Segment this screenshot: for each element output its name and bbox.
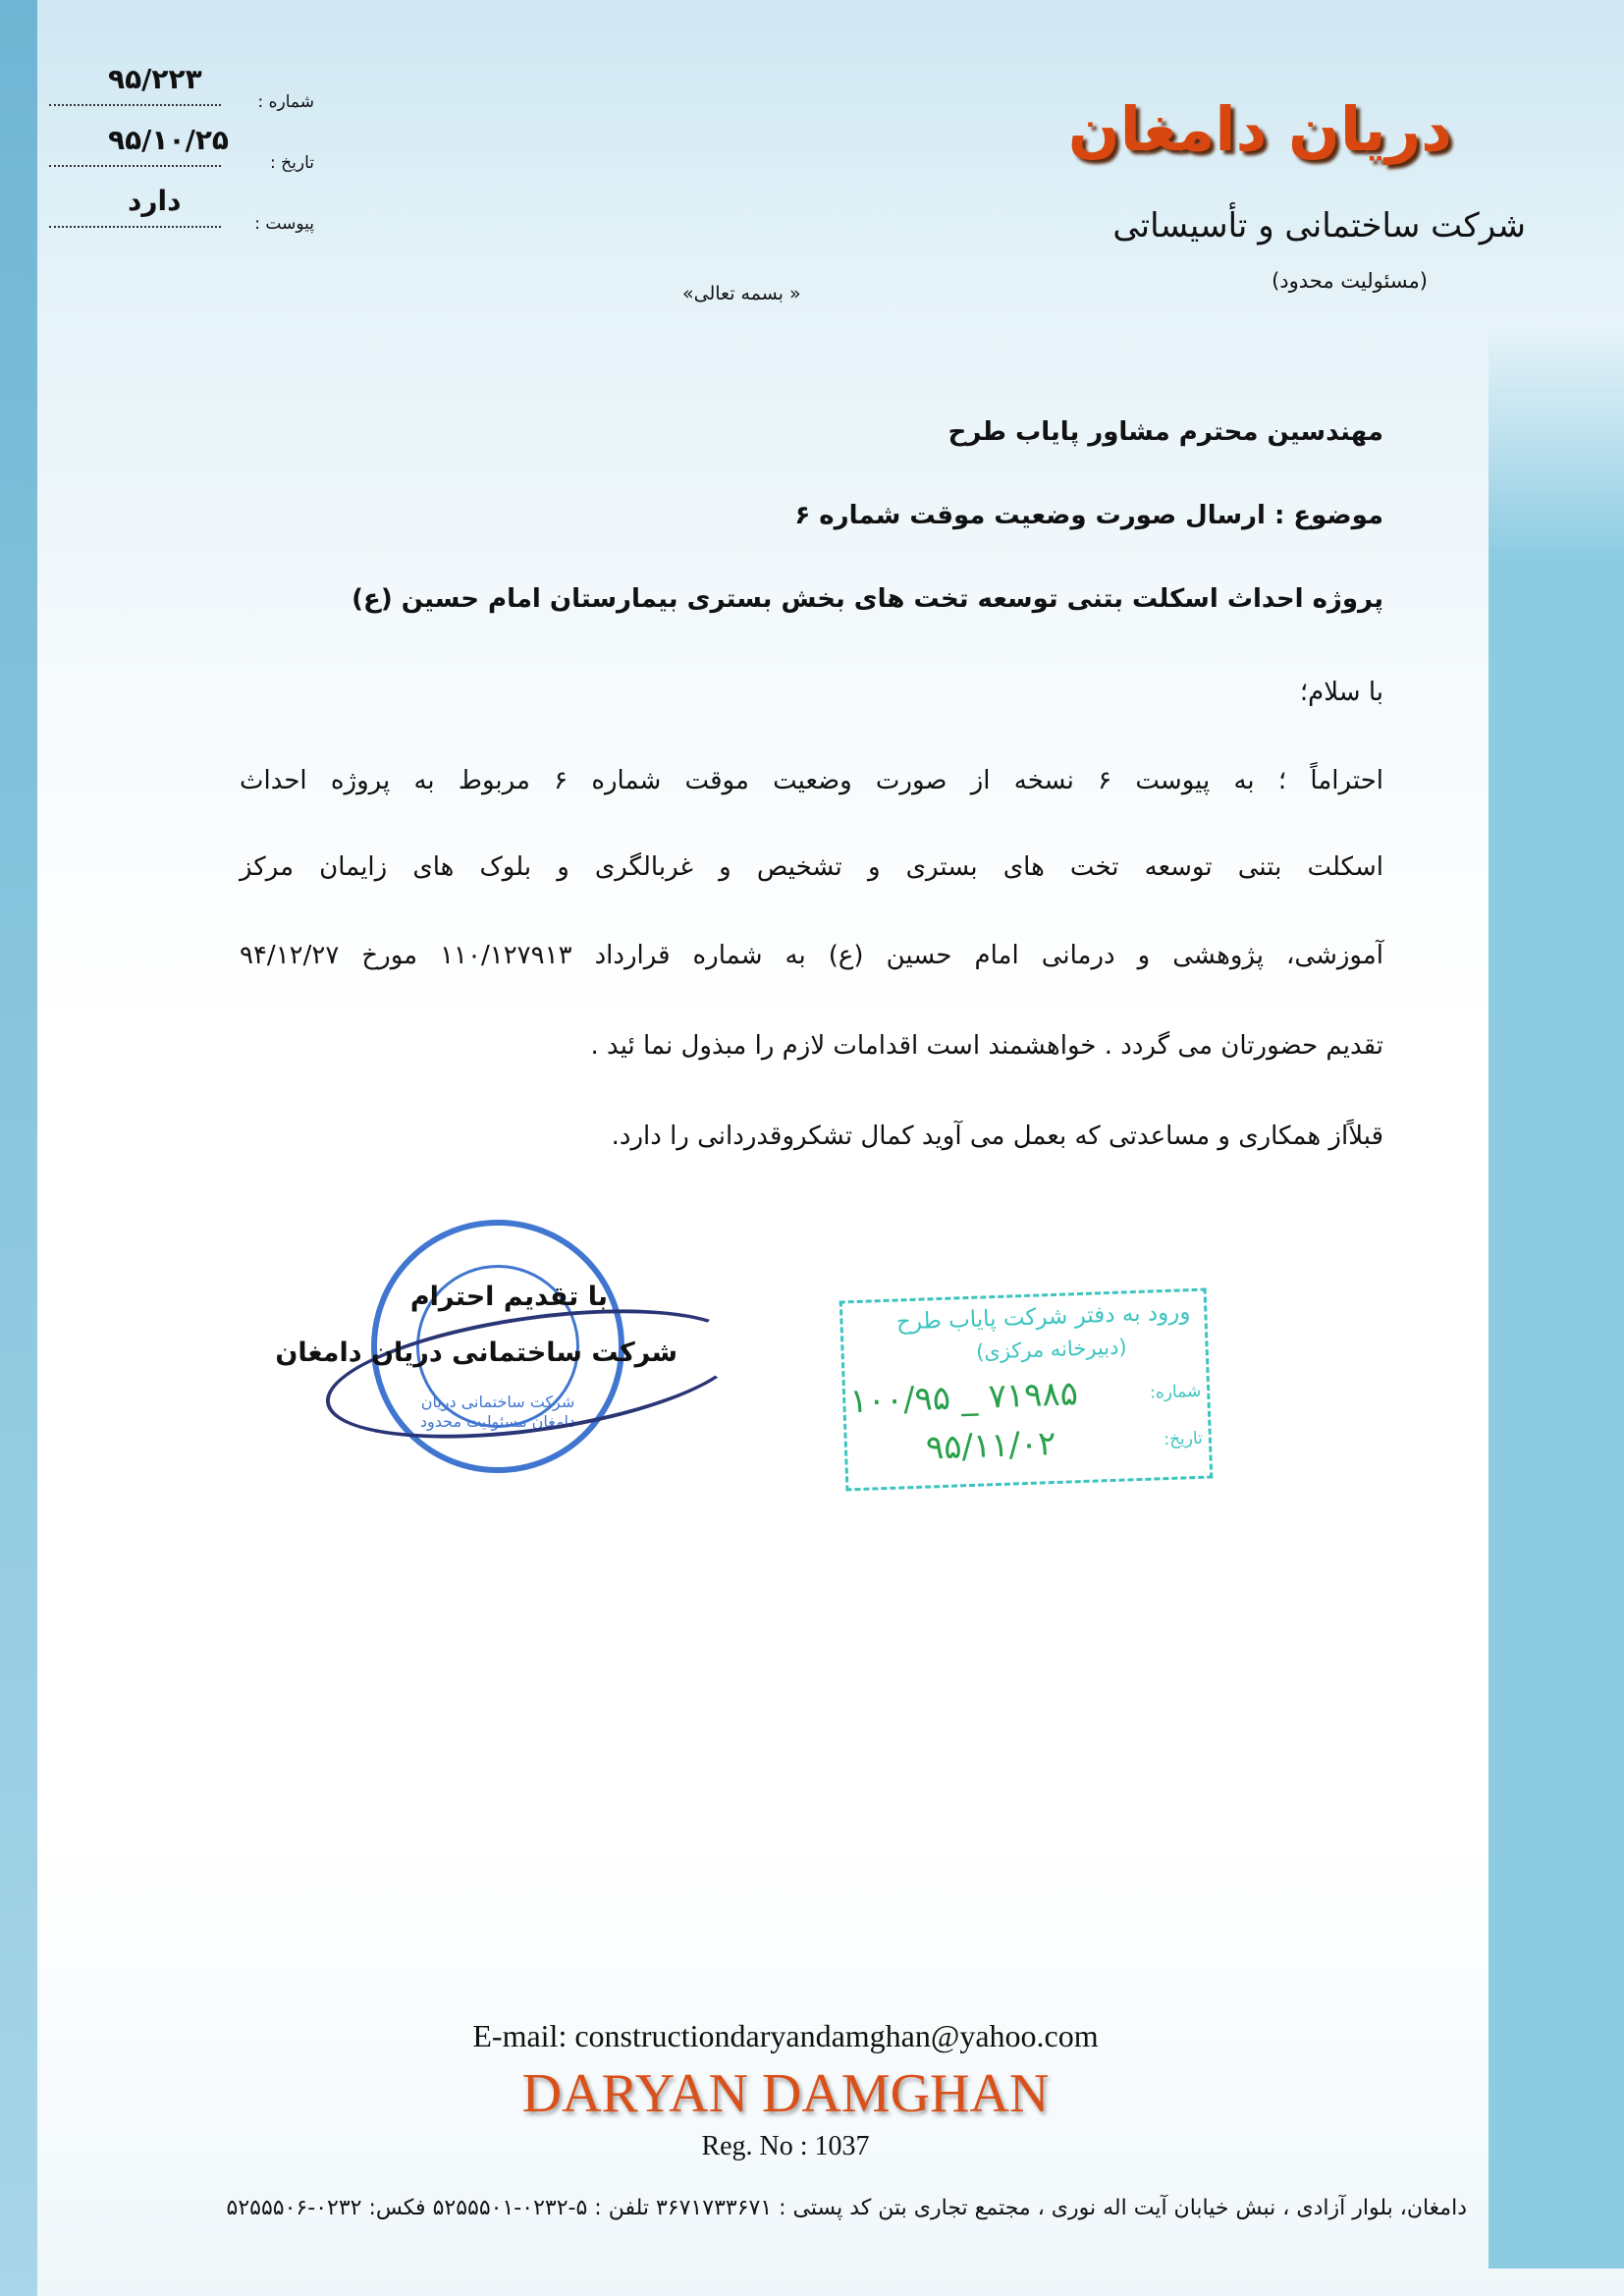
body-line: تقدیم حضورتان می گردد . خواهشمند است اقدامات لازم را مبذول نما ئید . (590, 1031, 1383, 1061)
letter-number-value: ۹۵/۲۲۳ (108, 63, 202, 95)
body-line: اسکلت بتنی توسعه تخت های بستری و تشخیص و غربالگری و بلوک های زایمان مرکز (240, 852, 1383, 882)
closing: با تقدیم احترام (409, 1282, 608, 1312)
footer-address: دامغان، بلوار آزادی ، نبش خیابان آیت اله نوری ، مجتمع تجاری بتن کد پستی : ۳۶۷۱۷۳۳۶۷۱ تلفن : ۵-۰۲۳۲-۵۲۵۵۵۰۱ فکس: ۰۲۳۲-۵۲۵۵۵۰۶ (226, 2196, 1467, 2220)
company-type: شرکت ساختمانی و تأسیساتی (1112, 206, 1526, 246)
project-title: پروژه احداث اسکلت بتنی توسعه تخت های بخش بستری بیمارستان امام حسین (ع) (352, 584, 1383, 614)
liability-note: (مسئولیت محدود) (1272, 269, 1428, 293)
receipt-number-label: شماره: (1149, 1381, 1202, 1403)
letter-number-label: شماره : (257, 92, 314, 112)
receipt-date-value: ۹۵/۱۱/۰۲ (925, 1423, 1057, 1468)
receipt-stamp-subtitle: (دبیرخانه مرکزی) (975, 1335, 1127, 1364)
attachment-value: دارد (128, 185, 182, 217)
body-line: آموزشی، پژوهشی و درمانی امام حسین (ع) به شماره قرارداد ۱۱۰/۱۲۷۹۱۳ مورخ ۹۴/۱۲/۲۷ (240, 941, 1383, 970)
body-line: احتراماً ؛ به پیوست ۶ نسخه از صورت وضعیت موقت شماره ۶ مربوط به پروژه احداث (240, 766, 1383, 795)
receipt-number-value: ۱۰۰/۹۵ _ ۷۱۹۸۵ (848, 1374, 1079, 1422)
attachment-label: پیوست : (254, 214, 314, 234)
footer-email: E-mail: constructiondaryandamghan@yahoo.com (472, 2018, 1099, 2053)
invocation: « بسمه تعالی» (682, 283, 801, 304)
recipient: مهندسین محترم مشاور پایاب طرح (947, 417, 1383, 447)
thanks-line: قبلاًاز همکاری و مساعدتی که بعمل می آوید کمال تشکروقدردانی را دارد. (611, 1121, 1383, 1151)
page-right-border (1489, 324, 1624, 2269)
dotted-line (49, 226, 221, 228)
greeting: با سلام؛ (1299, 678, 1383, 707)
page-left-border (0, 0, 37, 2296)
footer-brand: DARYAN DAMGHAN (521, 2063, 1050, 2124)
receipt-stamp (839, 1288, 1214, 1492)
letter-date-label: تاریخ : (270, 153, 314, 173)
signatory: شرکت ساختمانی دریان دامغان (275, 1338, 677, 1368)
dotted-line (49, 104, 221, 106)
letter-date-value: ۹۵/۱۰/۲۵ (108, 124, 229, 156)
receipt-stamp-title: ورود به دفتر شرکت پایاب طرح (895, 1299, 1191, 1336)
company-logo: دریان دامغان (1067, 93, 1452, 165)
receipt-date-label: تاریخ: (1163, 1428, 1204, 1450)
seal-text: شرکت ساختمانی دریان دامغان مسئولیت محدود (419, 1393, 576, 1431)
footer-reg-no: Reg. No : 1037 (701, 2131, 870, 2161)
dotted-line (49, 165, 221, 167)
subject: موضوع : ارسال صورت وضعیت موقت شماره ۶ (794, 501, 1383, 530)
